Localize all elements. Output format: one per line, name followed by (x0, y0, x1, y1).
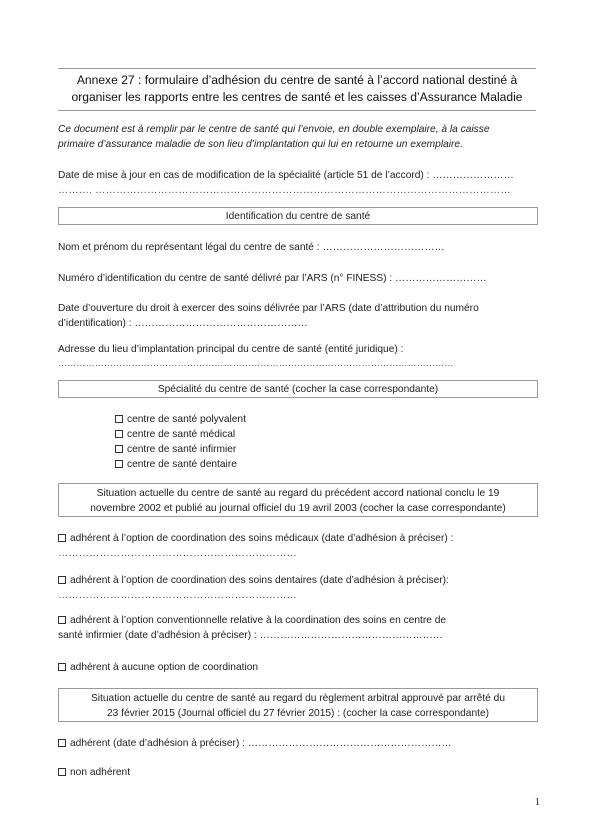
option-label: adhérent à aucune option de coordination (70, 662, 259, 673)
update-date-field[interactable] (58, 168, 538, 198)
checkbox[interactable] (58, 739, 66, 747)
checkbox[interactable] (115, 430, 123, 438)
option-coordination-dental[interactable] (58, 573, 538, 603)
reglement-heading-line-1: Situation actuelle du centre de santé au regard du règlement arbitral approuvé par arrêté du (91, 693, 505, 704)
situation-2002-heading-line-2: novembre 2002 et publié au journal officiel du 19 avril 2003 (cocher la case correspondante) (90, 503, 506, 514)
address-field[interactable] (58, 342, 538, 370)
update-date-dots: ………. ………………………………………………………………………………………………………… (58, 185, 511, 196)
intro-line-2: primaire d’assurance maladie de son lieu d’implantation qui lui en retourne un exemplaire. (58, 139, 463, 150)
option-non-adherent[interactable] (58, 765, 538, 780)
document-title (58, 68, 536, 111)
specialite-options (115, 412, 246, 472)
address-dots: ………………………………………………………………………………………………………………… (58, 358, 454, 368)
option-label: centre de santé infirmier (127, 444, 237, 455)
option-label: non adhérent (70, 767, 131, 778)
reglement-heading-line-2: 23 février 2015 (Journal officiel du 27 février 2015) : (cocher la case correspondante) (106, 708, 490, 719)
situation-2002-heading (58, 483, 538, 517)
option-dentaire[interactable] (115, 457, 246, 472)
option-label: adhérent à l’option de coordination des soins médicaux (date d’adhésion à préciser) : (70, 533, 454, 544)
opening-date-line-1: Date d’ouverture du droit à exercer des soins délivrée par l’ARS (date d’attribution du numéro (58, 303, 479, 314)
address-label: Adresse du lieu d’implantation principal du centre de santé (entité juridique) : (58, 344, 404, 355)
checkbox[interactable] (58, 768, 66, 776)
option-label: centre de santé polyvalent (127, 414, 246, 425)
checkbox[interactable] (115, 415, 123, 423)
option-dots: …………………………………………………………… (58, 548, 297, 559)
option-infirmier[interactable] (115, 442, 246, 457)
option-adherent[interactable] (58, 736, 538, 751)
checkbox[interactable] (58, 534, 66, 542)
intro-line-1: Ce document est à remplir par le centre de santé qui l’envoie, en double exemplaire, à la caisse (58, 124, 490, 135)
option-no-coordination[interactable] (58, 660, 538, 675)
specialite-heading (58, 380, 538, 398)
representative-field[interactable]: Nom et prénom du représentant légal du centre de santé : ……………………………… (58, 242, 445, 253)
option-label-line-1: adhérent à l’option conventionnelle relative à la coordination des soins en centre de (70, 615, 447, 626)
checkbox[interactable] (58, 576, 66, 584)
situation-2002-heading-line-1: Situation actuelle du centre de santé au regard du précédent accord national conclu le 19 (96, 488, 500, 499)
opening-date-line-2: d’identification) : …………………………………………… (58, 318, 308, 329)
checkbox[interactable] (58, 616, 66, 624)
option-label: adhérent à l’option de coordination des soins dentaires (date d’adhésion à préciser): (70, 575, 449, 586)
identification-heading (58, 207, 538, 225)
finess-field[interactable]: Numéro d’identification du centre de santé délivré par l’ARS (n° FINESS) : ……………………… (58, 273, 487, 284)
option-coordination-medical[interactable] (58, 531, 538, 561)
identification-heading-text: Identification du centre de santé (225, 211, 371, 222)
update-date-label: Date de mise à jour en cas de modification de la spécialité (article 51 de l’accord) : …………………… (58, 170, 514, 181)
title-line-2: organiser les rapports entre les centres de santé et les caisses d’Assurance Maladie (71, 90, 523, 104)
option-label: adhérent (date d’adhésion à préciser) : …………………………………………………… (70, 738, 452, 749)
specialite-heading-text: Spécialité du centre de santé (cocher la case correspondante) (157, 384, 439, 395)
option-medical[interactable] (115, 427, 246, 442)
reglement-heading (58, 688, 538, 722)
checkbox[interactable] (58, 663, 66, 671)
option-label-line-2: santé infirmier (date d’adhésion à préciser) : ……………………………………………… (58, 630, 443, 641)
title-line-1: Annexe 27 : formulaire d’adhésion du centre de santé à l’accord national destiné à (76, 73, 518, 87)
option-coordination-nursing[interactable] (58, 613, 538, 643)
option-polyvalent[interactable] (115, 412, 246, 427)
option-label: centre de santé médical (127, 429, 236, 440)
checkbox[interactable] (115, 460, 123, 468)
option-label: centre de santé dentaire (127, 459, 237, 470)
checkbox[interactable] (115, 445, 123, 453)
page-number: 1 (534, 797, 540, 808)
intro-text (58, 122, 536, 152)
option-dots: …………………………………………………………… (58, 590, 297, 601)
opening-date-field[interactable] (58, 301, 538, 331)
